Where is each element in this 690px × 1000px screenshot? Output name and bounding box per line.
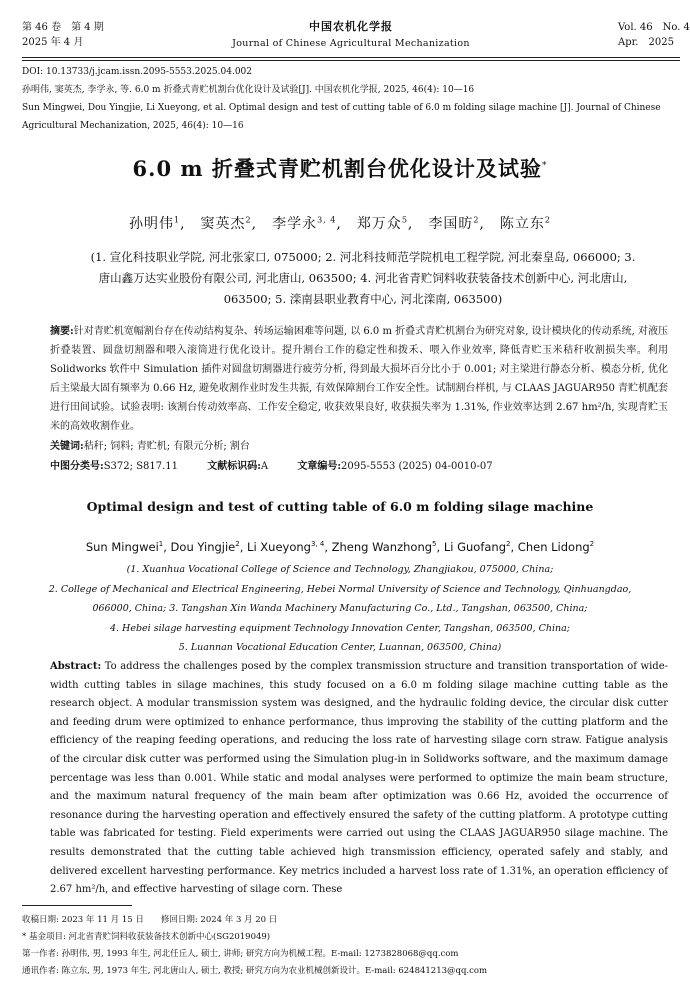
affiliation-en-line: 4. Hebei silage harvesting equipment Technology Innovation Center, Tangshan, 063500, China; — [109, 622, 571, 634]
authors_en-name: Chen Lidong — [517, 540, 590, 554]
affiliations-en — [30, 560, 650, 658]
authors_cn-affiliation-mark: 1 — [174, 215, 181, 225]
keywords-label: 关键词: — [50, 441, 84, 452]
authors_cn-name: 李学永 — [272, 216, 318, 232]
authors_en-affiliation-mark: 5 — [432, 540, 437, 549]
citation-en-line1: Sun Mingwei, Dou Yingjie, Li Xueyong, et al. Optimal design and test of cutting table of 6.0 m folding silage machine [J]. Journal of Chinese — [22, 103, 661, 113]
abstract-cn-text: 针对青贮机宽幅割台存在传动结构复杂、转场运输困难等问题, 以 6.0 m 折叠式青贮机割台为研究对象, 设计模块化的传动系统, 对液压折叠装置、圆盘切割器和喂入滚筒进行优化设计。提升割台工作的稳定性和拨禾、喂入作业效率, 降低青贮玉米秸秆收割损失率。利用 Solidworks 软件中 Simulation 插件对圆盘切割器进行疲劳分析, 得到最大损坏百分比小于 0.001; 对主梁进行静态分析、模态分析, 优化后主梁最大固有频率为 0.66 Hz, 避免收割作业时发生共振, 有效保障割台工作安全性。试制割台样机, 与 CLAAS JAGUAR950 青贮机配套进行田间试验。试验表明: 该割台传动效率高、工作安全稳定, 收获效果良好, 收获损失率为 1.31%, 作业效率达到 2.67 hm²/h, 实现青贮玉米的高效收割作业。 — [50, 326, 668, 432]
title-footnote-mark: * — [541, 161, 548, 171]
header-right — [618, 20, 690, 50]
article-no-label: 文章编号: — [297, 461, 342, 472]
clc-code — [50, 461, 178, 472]
header-rule-thin — [22, 60, 680, 61]
authors_cn-name: 窦英杰 — [200, 216, 246, 232]
authors_en-name: Dou Yingjie — [170, 540, 236, 554]
title-cn-text: 6.0 m 折叠式青贮机割台优化设计及试验 — [132, 156, 542, 181]
authors_cn-name: 孙明伟 — [129, 216, 174, 232]
citation-en-line2: Agricultural Mechanization, 2025, 46(4): 10—16 — [22, 121, 244, 131]
journal-name-en: Journal of Chinese Agricultural Mechanization — [232, 38, 470, 49]
authors_en-affiliation-mark: 2 — [235, 540, 240, 549]
citation-block — [22, 63, 680, 135]
authors_cn-affiliation-mark: 2 — [245, 215, 252, 225]
running-header — [22, 16, 690, 56]
authors_en-name: Li Guofang — [443, 540, 507, 554]
footnote-received: 收稿日期: 2023 年 11 月 15 日 修回日期: 2024 年 3 月 20 日 — [22, 915, 278, 925]
authors_cn-name: 李国昉 — [428, 216, 474, 232]
affiliation-en-line: 5. Luannan Vocational Education Center, Luannan, 063500, China) — [178, 642, 502, 653]
authors_en-affiliation-mark: 2 — [589, 540, 595, 549]
affiliation-en-line: (1. Xuanhua Vocational College of Science and Technology, Zhangjiakou, 075000, China; — [126, 564, 554, 575]
citation-cn: 孙明伟, 窦英杰, 李学永, 等. 6.0 m 折叠式青贮机割台优化设计及试验[J]. 中国农机化学报, 2025, 46(4): 10—16 — [22, 85, 475, 95]
article-no-value: 2095-5553 (2025) 04-0010-07 — [341, 461, 493, 472]
doc-code-label: 文献标识码: — [207, 461, 261, 472]
header-rule — [22, 57, 680, 58]
authors-cn: 孙明伟$^1$, 窦英杰$^2$, 李学永$^{3, 4}$, 郑万众$^5$, 李国昉$^2$, 陈立东$^2$ — [129, 215, 551, 232]
keywords-cn — [50, 437, 668, 456]
authors_cn-name: 郑万众 — [356, 216, 402, 232]
footnote-fund: * 基金项目: 河北省青贮饲料收获装备技术创新中心(SG2019049) — [22, 932, 271, 942]
footnote-rule — [22, 905, 132, 906]
authors-en: Sun Mingwei$^1$, Dou Yingjie$^2$, Li Xueyong$^{3, 4}$, Zheng Wanzhong$^5$, Li Guofang$^2$, Chen Lidong$^2$ — [85, 540, 595, 554]
abstract-cn — [50, 322, 668, 436]
journal-name-cn: 中国农机化学报 — [309, 20, 393, 33]
authors_cn-affiliation-mark: 3, 4 — [317, 215, 337, 225]
volume-cn: 第 46 卷 第 4 期 — [22, 22, 104, 33]
article-number — [297, 461, 492, 472]
abstract-en — [50, 658, 668, 900]
authors_cn-affiliation-mark: 2 — [473, 215, 480, 225]
footnotes — [22, 912, 668, 980]
authors_en-affiliation-mark: 2 — [506, 540, 511, 549]
doi[interactable]: DOI: 10.13733/j.jcam.issn.2095-5553.2025.04.002 — [22, 67, 253, 77]
authors_en-affiliation-mark: 1 — [158, 540, 164, 549]
authors_en-affiliation-mark: 3, 4 — [310, 540, 325, 549]
header-center — [22, 18, 690, 52]
date-cn: 2025 年 4 月 — [22, 37, 84, 48]
footnote-corresponding-author: 通讯作者: 陈立东, 男, 1973 年生, 河北唐山人, 硕士, 教授; 研究方向为农业机械创新设计。E-mail: 624841213@qq.com — [22, 966, 488, 976]
abstract-en-label: Abstract: — [50, 661, 102, 672]
authors_en-name: Li Xueyong — [247, 540, 311, 554]
authors_en-name: Sun Mingwei — [85, 540, 159, 554]
date-en: Apr. 2025 — [618, 37, 674, 48]
classification-line — [50, 457, 668, 476]
keywords-text: 秸秆; 饲料; 青贮机; 有限元分析; 割台 — [83, 441, 250, 452]
authors_cn-affiliation-mark: 5 — [401, 215, 408, 225]
abstract-en-text: To address the challenges posed by the complex transmission structure and transition transportation of wide-width cutting tables in silage machines, this study focused on a 6.0 m folding silage machine cutting table as the research object. A modular transmission system was designed, and the hydraulic folding device, the circular disk cutter and feeding drum were optimized to enhance performance, thus improving the stability of the cutting platform and the efficiency of the reaping feeding operations, and reducing the loss rate of harvesting silage corn straw. Fatigue analysis of the circular disk cutter was performed using the Simulation plug-in in Solidworks software, and the maximum damage percentage was less than 0.001. While static and modal analyses were performed to optimize the main beam structure, and the maximum natural frequency of the main beam after optimization was 0.66 Hz, avoided the occurrence of resonance during the harvesting operation and effectively ensured the safety of the cutting platform. A prototype cutting table was fabricated for testing. Field experiments were carried out using the CLAAS JAGUAR950 silage machine. The results demonstrated that the cutting table achieved high transmission efficiency, operated safely and stably, and delivered excellent harvesting performance. Key metrics included a harvest loss rate of 1.31%, an operation efficiency of 2.67 hm²/h, and effective harvesting of silage corn. These — [50, 661, 668, 896]
title-cn — [0, 153, 680, 183]
authors_en-name: Zheng Wanzhong — [331, 540, 433, 554]
volume-en: Vol. 46 No. 4 — [618, 22, 690, 33]
affiliation-en-line: 2. College of Mechanical and Electrical Engineering, Hebei Normal University of Science and Technology, Qinhuangdao, — [48, 583, 632, 595]
affiliation-en-line: 066000, China; 3. Tangshan Xin Wanda Machinery Manufacturing Co., Ltd., Tangshan, 063500, China; — [92, 603, 588, 614]
clc-label: 中图分类号: — [50, 461, 104, 472]
document-code — [207, 461, 268, 472]
footnote-first-author: 第一作者: 孙明伟, 男, 1993 年生, 河北任丘人, 硕士, 讲师; 研究方向为机械工程。E-mail: 1273828068@qq.com — [22, 949, 459, 959]
authors_cn-name: 陈立东 — [499, 216, 545, 232]
affiliations-cn: (1. 宣化科技职业学院, 河北张家口, 075000; 2. 河北科技师范学院机电工程学院, 河北秦皇岛, 066000; 3. 唐山鑫万达实业股份有限公司, 河北唐山, 063500; 4. 河北省青贮饲料收获装备技术创新中心, 河北唐山, 063500; 5. 滦南县职业教育中心, 河北滦南, 063500) — [90, 250, 636, 306]
abstract-cn-label: 摘要: — [50, 326, 74, 337]
authors_cn-affiliation-mark: 2 — [544, 215, 551, 225]
clc-value: S372; S817.11 — [103, 461, 179, 472]
title-en: Optimal design and test of cutting table of 6.0 m folding silage machine — [86, 499, 594, 514]
doc-code-value: A — [260, 461, 269, 472]
